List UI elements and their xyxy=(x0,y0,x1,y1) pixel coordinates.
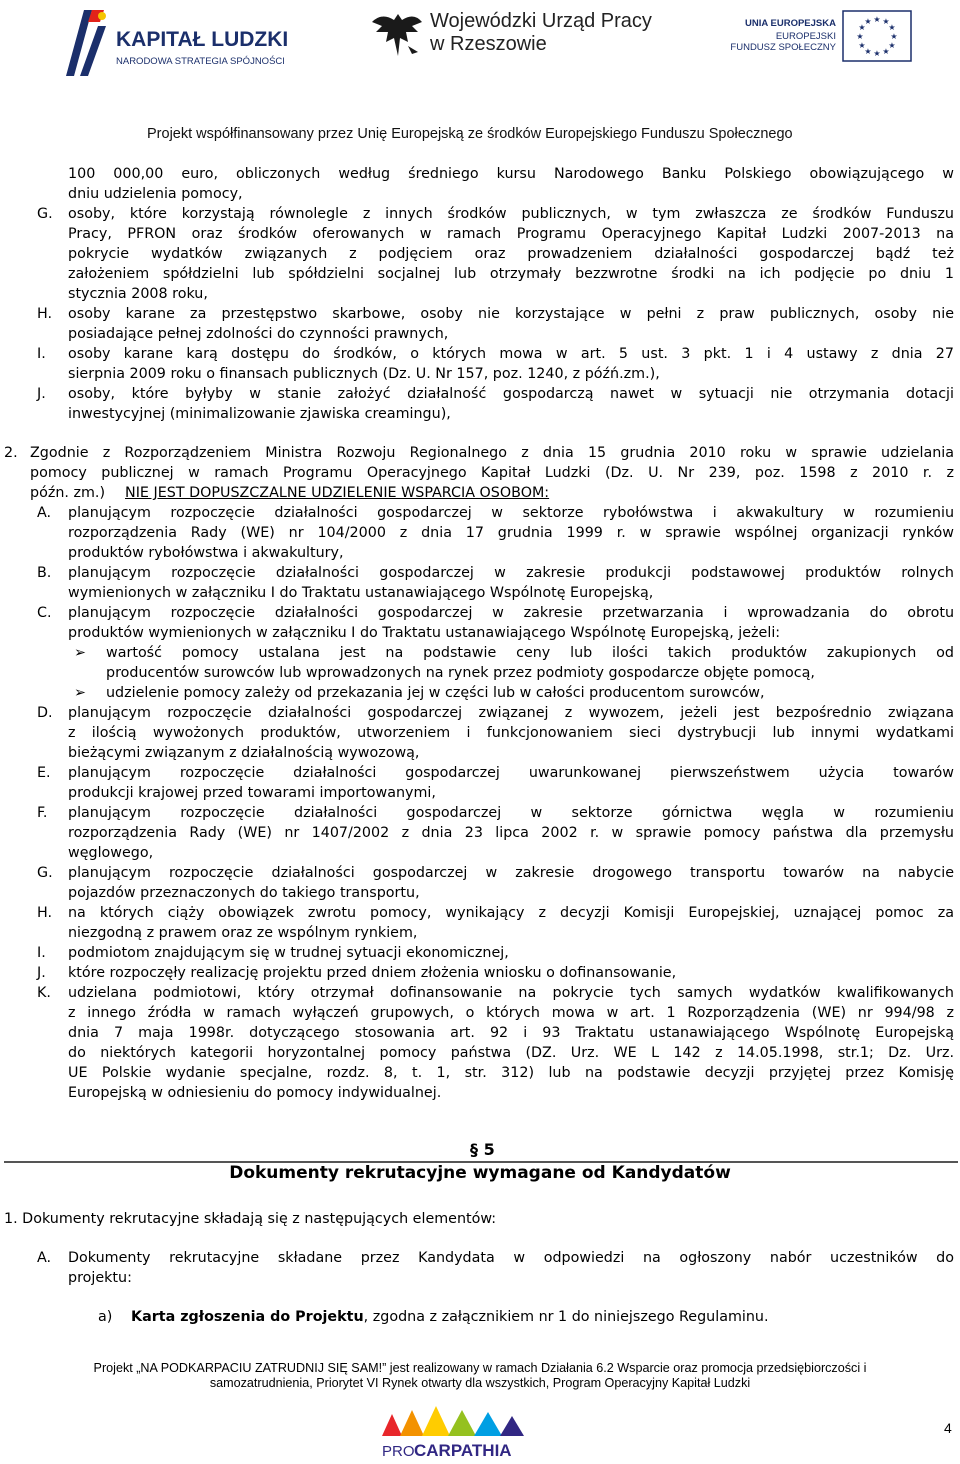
list-item-f: rozporządzenia Rady (WE) nr 1407/2002 z dnia 23 lipca 2002 r. w sprawie pomocy państwa dla przemysłu xyxy=(68,825,954,841)
list-item-e: produkcji krajowej przed towarami importowanymi, xyxy=(68,785,436,801)
list-item-g: stycznia 2008 roku, xyxy=(68,286,208,302)
svg-text:★: ★ xyxy=(882,17,890,26)
list-item-f: F. planującym rozpoczęcie działalności gospodarczej w sektorze górnictwa węgla w rozumieniu xyxy=(37,805,954,821)
paragraph-2: pomocy publicznej w ramach Programu Operacyjnego Kapitał Ludzki (Dz. U. Nr 239, poz. 1598 z 2010 r. z xyxy=(30,465,954,481)
svg-text:★: ★ xyxy=(888,23,896,32)
list-item-b: B. planującym rozpoczęcie działalności gospodarczej w zakresie produkcji podstawowej produktów rolnych xyxy=(37,565,954,581)
eu-line3: FUNDUSZ SPOŁECZNY xyxy=(730,42,836,53)
list-item-j: inwestycyjnej (minimalizowanie zjawiska creamingu), xyxy=(68,406,451,422)
prohibition-heading: NIE JEST DOPUSZCZALNE UDZIELENIE WSPARCIA OSOBOM: xyxy=(125,485,550,501)
wup-name-line2: w Rzeszowie xyxy=(430,33,547,55)
list-item-k: UE Polskie wydanie specjalne, rozdz. 8, t. 1, str. 312) lub na podstawie decyzji przyjętej przez Komisję xyxy=(68,1065,954,1081)
list-item-k: K. udzielana podmiotowi, który otrzymał dofinansowanie na pokrycie tych samych wydatków kwalifikowanych xyxy=(37,985,954,1001)
list-item-i: I. osoby karane karą dostępu do środków, o których mowa w art. 5 ust. 3 pkt. 1 i 4 ustawy z dnia 27 xyxy=(37,346,954,362)
svg-text:★: ★ xyxy=(888,41,896,50)
project-footer xyxy=(0,1361,960,1391)
page-number: 4 xyxy=(944,1420,952,1436)
list-item: dniu udzielenia pomocy, xyxy=(68,186,243,202)
bullet-item: producentów surowców lub wprowadzonych na rynek przez podmioty gospodarcze objęte pomocą, xyxy=(106,665,815,681)
list-item-c: C. planującym rozpoczęcie działalności gospodarczej w zakresie przetwarzania i wprowadzania do obrotu xyxy=(37,605,954,621)
list-item-a: produktów rybołówstwa i akwakultury, xyxy=(68,545,344,561)
logo-carpathia-text: CARPATHIA xyxy=(414,1441,512,1460)
list-item-a: projektu: xyxy=(68,1270,132,1286)
list-item-a: rozporządzenia Rady (WE) nr 104/2000 z dnia 17 grudnia 1999 r. w sprawie wspólnej organizacji rynków xyxy=(68,525,954,541)
list-item-h: H. osoby karane za przestępstwo skarbowe, osoby nie korzystające w pełni z praw publicznych, osoby nie xyxy=(37,306,954,322)
svg-text:★: ★ xyxy=(873,15,881,24)
kapital-ludzki-subtitle: NARODOWA STRATEGIA SPÓJNOŚCI xyxy=(116,56,285,67)
footer-line2: samozatrudnienia, Priorytet VI Rynek otwarty dla wszystkich, Program Operacyjny Kapitał Ludzki xyxy=(209,1376,751,1390)
eu-line2: EUROPEJSKI xyxy=(775,31,836,42)
arrow-bullet-icon: ➢ xyxy=(74,685,86,701)
list-item-k: z innego źródła w ramach wyłączeń grupowych, o których mowa w art. 1 Rozporządzenia (WE) nr 994/98 z xyxy=(68,1005,954,1021)
eu-logo xyxy=(716,10,916,68)
list-item-h: H. na których ciąży obowiązek zwrotu pomocy, wynikający z decyzji Komisji Europejskiej, uznającej pomoc za xyxy=(37,905,954,921)
list-item-k: do niektórych kategorii horyzontalnej pomocy państwa (DZ. Urz. WE L 142 z 14.05.1998, str.1; Dz. Urz. xyxy=(68,1045,954,1061)
section-number: § 5 xyxy=(470,1140,495,1159)
list-item-k: Europejską w odniesieniu do pomocy indywidualnej. xyxy=(68,1085,442,1101)
procarpathia-mountains-icon xyxy=(378,1400,538,1460)
paragraph-2: 2. Zgodnie z Rozporządzeniem Ministra Rozwoju Regionalnego z dnia 15 grudnia 2010 roku w sprawie udzielania xyxy=(4,445,954,461)
cofinancing-caption: Projekt współfinansowany przez Unię Europejską ze środków Europejskiego Funduszu Społecznego xyxy=(147,126,793,142)
list-item-e: E. planującym rozpoczęcie działalności gospodarczej uwarunkowanej pierwszeństwem użycia towarów xyxy=(37,765,954,781)
svg-text:★: ★ xyxy=(882,47,890,56)
svg-text:★: ★ xyxy=(858,41,866,50)
bullet-item: ➢ udzielenie pomocy zależy od przekazania jej w części lub w całości producentom surowców, xyxy=(74,685,765,701)
list-item-f: węglowego, xyxy=(68,845,154,861)
list-item-d: z ilością wywożonych produktów, utworzeniem i funkcjonowaniem sieci dystrybucji lub innymi wydatkami xyxy=(68,725,954,741)
list-item-a: A. planującym rozpoczęcie działalności gospodarczej w sektorze rybołówstwa i akwakultury w rozumieniu xyxy=(37,505,954,521)
list-item-c: produktów wymienionych w załączniku I do Traktatu ustanawiającego Wspólnotę Europejską, jeżeli: xyxy=(68,625,781,641)
list-item-b: wymienionych w załączniku I do Traktatu ustanawiającego Wspólnotę Europejską, xyxy=(68,585,654,601)
list-item-g: założeniem spółdzielni lub spółdzielni socjalnej lub otrzymały bezzwrotne środki na ich podjęcie po dniu 1 xyxy=(68,266,954,282)
kapital-ludzki-emblem-icon xyxy=(62,6,114,84)
list-item-g: G. planującym rozpoczęcie działalności gospodarczej w zakresie drogowego transportu towarów na nabycie xyxy=(37,865,954,881)
sub-item-a: a) Karta zgłoszenia do Projektu, zgodna z załącznikiem nr 1 do niniejszego Regulaminu. xyxy=(98,1309,769,1325)
page-header xyxy=(0,0,960,155)
list-item-i: sierpnia 2009 roku o finansach publicznych (Dz. U. Nr 157, poz. 1240, z późń.zm.), xyxy=(68,366,660,382)
kapital-ludzki-title: KAPITAŁ LUDZKI xyxy=(116,28,289,51)
section-title: Dokumenty rekrutacyjne wymagane od Kandydatów xyxy=(229,1163,731,1183)
list-item-k: dnia 7 maja 1998r. dotyczącego stosowania art. 92 i 93 Traktatu ustanawiającego Wspólnotę Europejską xyxy=(68,1025,954,1041)
list-item-h: posiadające pełnej zdolności do czynności prawnych, xyxy=(68,326,449,342)
svg-text:★: ★ xyxy=(873,49,881,58)
eu-flag-icon xyxy=(842,10,912,62)
bullet-item: ➢ wartość pomocy ustalana jest na podstawie ceny lub ilości takich produktów zakupionych od xyxy=(74,645,954,661)
list-item-g: Pracy, PFRON oraz środków oferowanych w ramach Programu Operacyjnego Kapitał Ludzki 2007-2013 na xyxy=(68,226,954,242)
svg-text:★: ★ xyxy=(858,23,866,32)
procarpathia-logo xyxy=(378,1400,538,1460)
list-item: 100 000,00 euro, obliczonych według średniego kursu Narodowego Banku Polskiego obowiązującego w xyxy=(68,166,954,182)
svg-text:★: ★ xyxy=(864,47,872,56)
list-item-h: niezgodną z prawem oraz ze wspólnym rynkiem, xyxy=(68,925,418,941)
paragraph-1: 1. Dokumenty rekrutacyjne składają się z następujących elementów: xyxy=(4,1211,497,1227)
arrow-bullet-icon: ➢ xyxy=(74,645,86,661)
logo-pro-text: PRO xyxy=(382,1443,415,1460)
paragraph-2: późn. zm.) NIE JEST DOPUSZCZALNE UDZIELENIE WSPARCIA OSOBOM: xyxy=(30,485,550,501)
list-item-g: pojazdów przeznaczonych do takiego transportu, xyxy=(68,885,420,901)
eu-line1: UNIA EUROPEJSKA xyxy=(745,18,836,29)
svg-text:★: ★ xyxy=(864,17,872,26)
list-item-g: pokrycie wydatków związanych z podjęciem oraz prowadzeniem działalności gospodarczej bądź też xyxy=(68,246,954,262)
list-item-j: J. które rozpoczęły realizację projektu przed dniem złożenia wniosku o dofinansowanie, xyxy=(37,965,677,981)
eagle-emblem-icon xyxy=(368,8,426,64)
list-item-i: I. podmiotom znajdującym się w trudnej sytuacji ekonomicznej, xyxy=(37,945,509,961)
form-name: Karta zgłoszenia do Projektu xyxy=(131,1309,364,1325)
kapital-ludzki-logo xyxy=(62,6,302,84)
list-item-d: D. planującym rozpoczęcie działalności gospodarczej związanej z wywozem, jeżeli jest bezpośrednio związana xyxy=(37,705,954,721)
list-item-j: J. osoby, które byłyby w stanie założyć działalność gospodarczą nawet w sytuacji nie otrzymania dotacji xyxy=(37,386,954,402)
list-item-g: G. osoby, które korzystają równolegle z innych środków publicznych, w tym zwłaszcza ze środków Funduszu xyxy=(37,206,954,222)
wup-name-line1: Wojewódzki Urząd Pracy xyxy=(430,10,652,32)
list-item-d: bieżącymi związanym z działalnością wywozową, xyxy=(68,745,420,761)
svg-text:★: ★ xyxy=(856,32,864,41)
footer-line1: Projekt „NA PODKARPACIU ZATRUDNIJ SIĘ SAM!” jest realizowany w ramach Działania 6.2 Wsparcie oraz promocja przedsiębiorczości i xyxy=(93,1361,867,1375)
list-item-a: A. Dokumenty rekrutacyjne składane przez Kandydata w odpowiedzi na ogłoszony nabór uczestników do xyxy=(37,1250,954,1266)
svg-text:★: ★ xyxy=(890,32,898,41)
wup-logo xyxy=(368,8,652,68)
